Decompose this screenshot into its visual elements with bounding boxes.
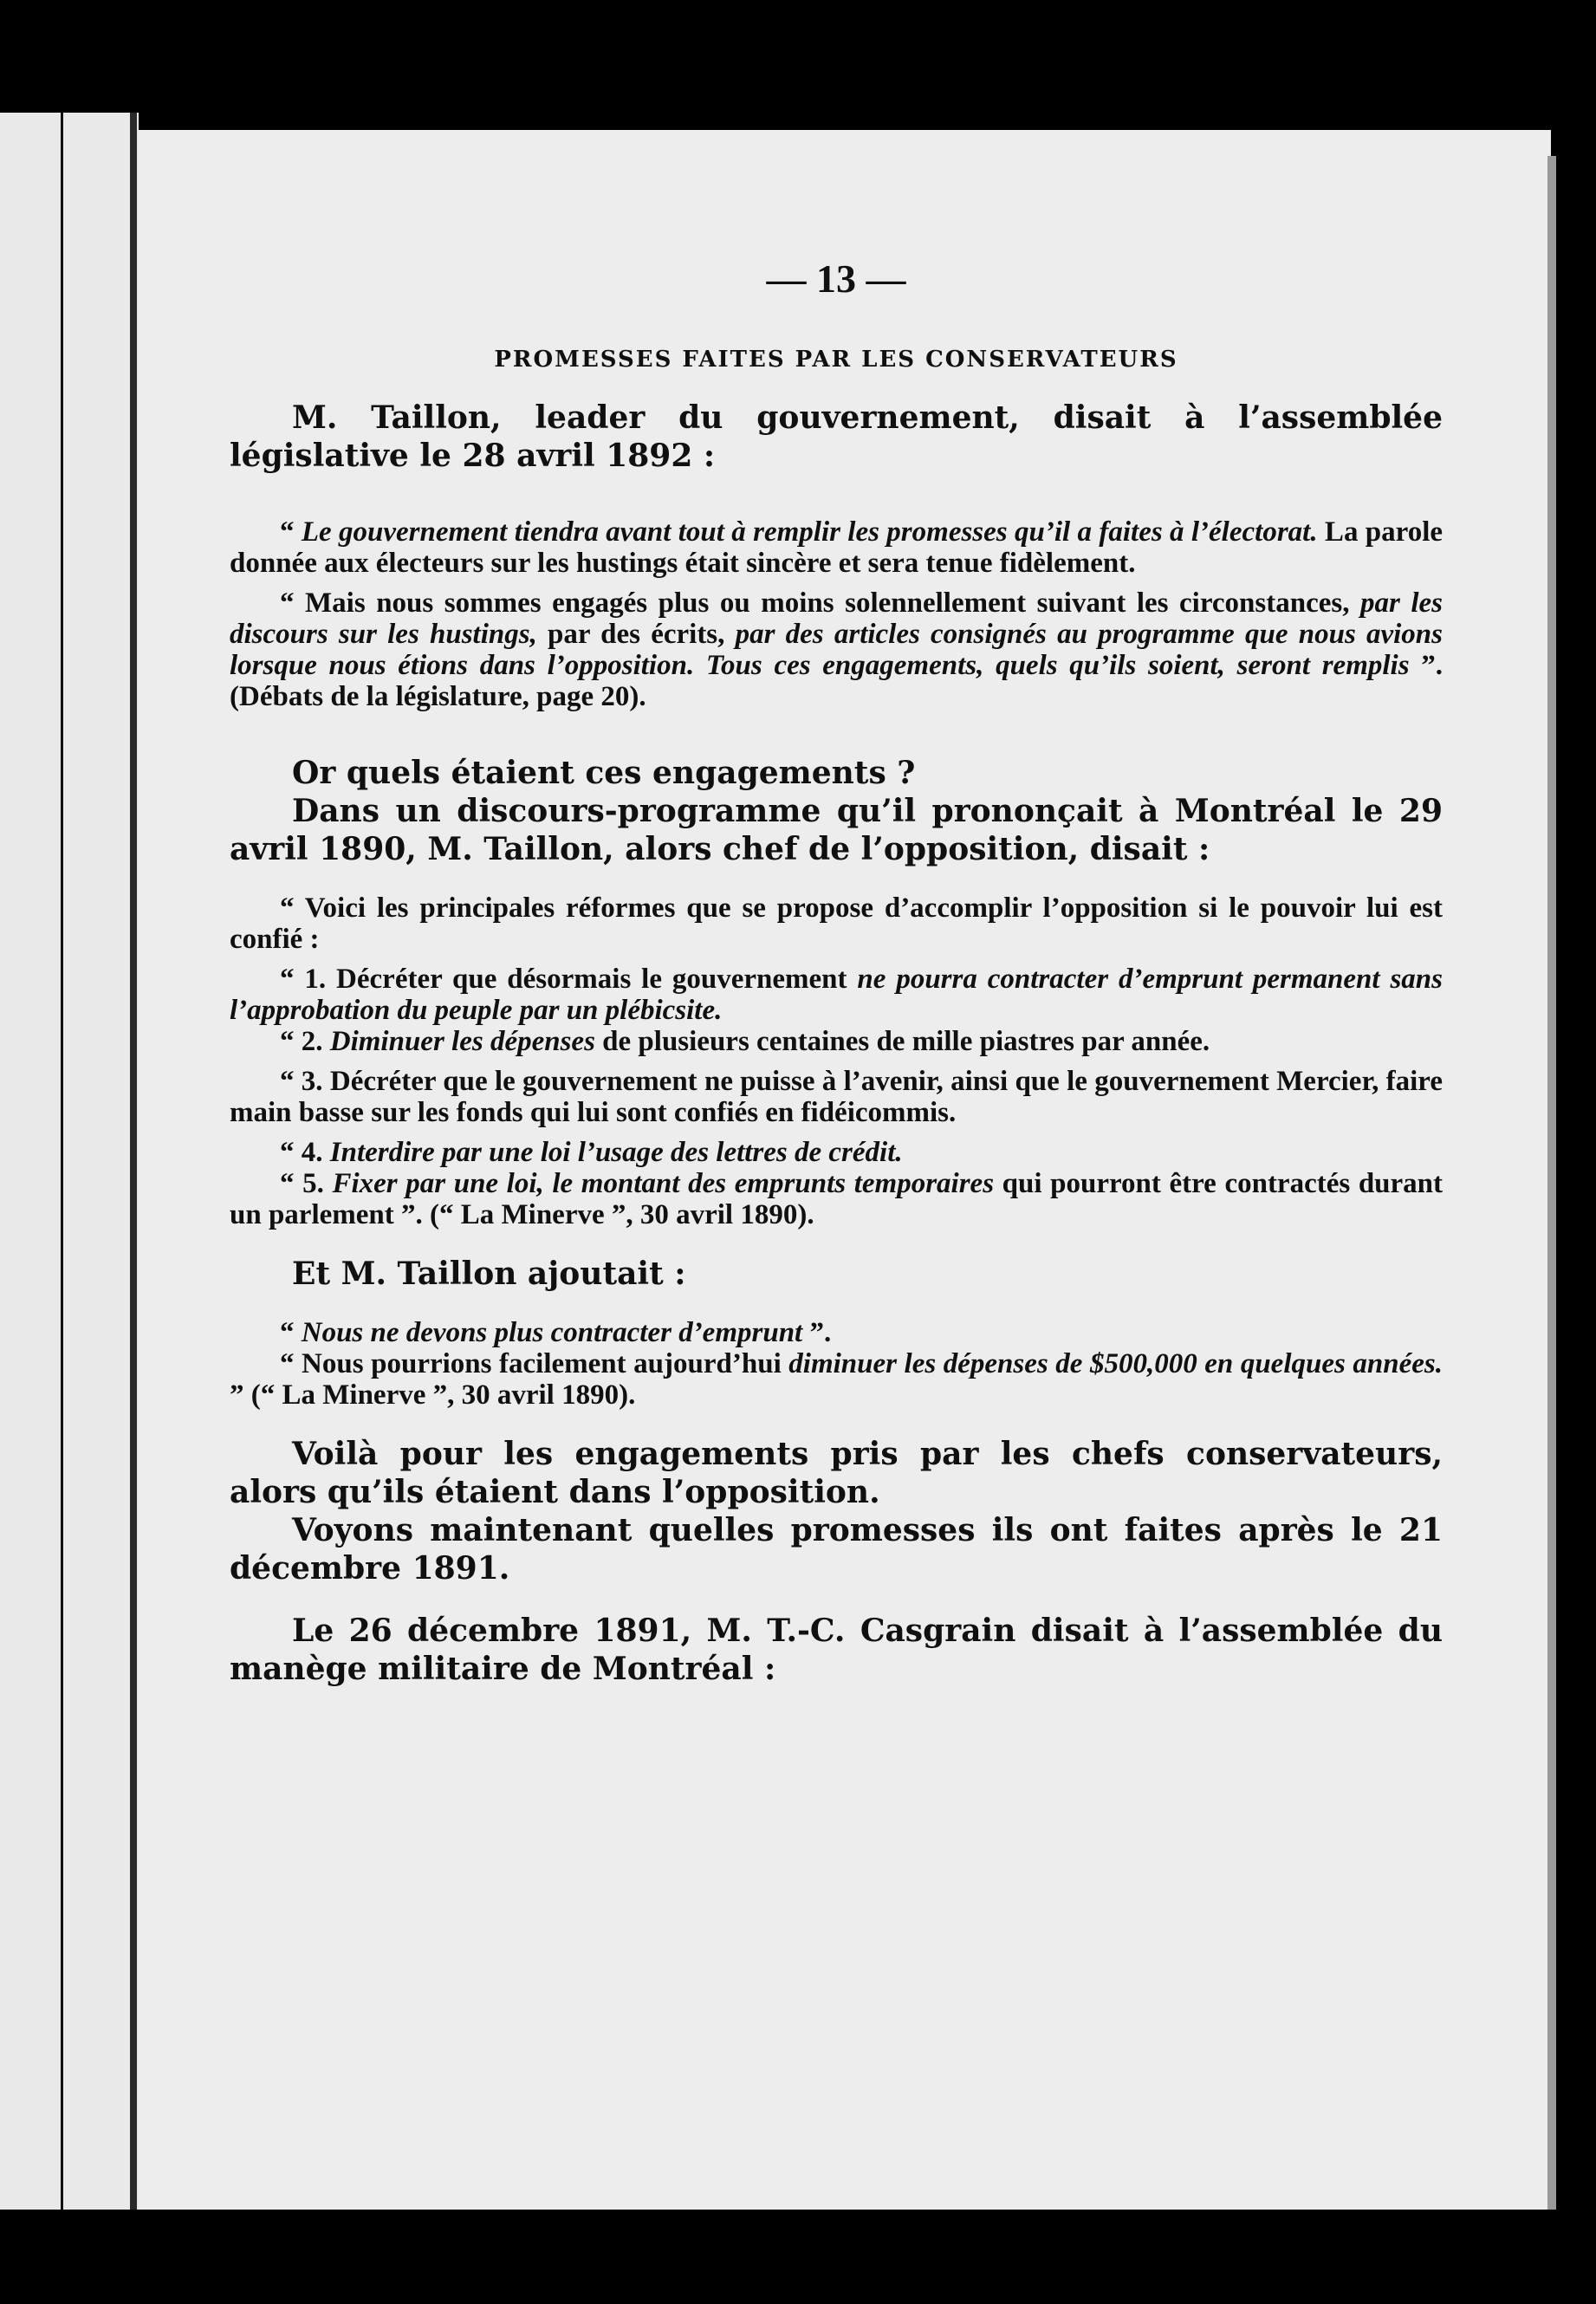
paragraph-discours: Dans un discours-programme qu’il prononçait à Montréal le 29 avril 1890, M. Taillon, alors chef de l’opposition, disait : xyxy=(230,793,1443,867)
quote-reformes: “ Voici les principales réformes que se propose d’accomplir l’opposition si le pouvoir lui est confié : xyxy=(230,892,1443,955)
paragraph-ajoutait: Et M. Taillon ajoutait : xyxy=(292,1256,686,1292)
quote-emprunt: “ Nous ne devons plus contracter d’emprunt ”. xyxy=(280,1317,832,1348)
paragraph-voila: Voilà pour les engagements pris par les chefs conservateurs, alors qu’ils étaient dans l’opposition. xyxy=(230,1436,1443,1510)
quote-reforme-4: “ 4. Interdire par une loi l’usage des lettres de crédit. xyxy=(280,1137,903,1168)
page-content xyxy=(230,256,1443,1688)
quote-reforme-1: “ 1. Décréter que désormais le gouvernement ne pourra contracter d’emprunt permanent sans l’approbation du peuple par un plébicsite. xyxy=(230,964,1443,1026)
quote-reforme-2: “ 2. Diminuer les dépenses de plusieurs centaines de mille piastres par année. xyxy=(280,1026,1210,1057)
left-page-rule xyxy=(61,113,63,2210)
quote-paragraph-1: “ Le gouvernement tiendra avant tout à remplir les promesses qu’il a faites à l’électorat. La parole donnée aux électeurs sur les hustings était sincère et sera tenue fidèlement. xyxy=(230,516,1444,579)
paragraph-voyons: Voyons maintenant quelles promesses ils ont faites après le 21 décembre 1891. xyxy=(230,1512,1443,1587)
document-page xyxy=(139,130,1551,2210)
left-page-strip xyxy=(0,113,139,2210)
page-right-edge xyxy=(1547,156,1556,2210)
quote-reforme-5: “ 5. Fixer par une loi, le montant des emprunts temporaires qui pourront être contractés durant un parlement ”. (“ La Minerve ”, 30 avril 1890). xyxy=(230,1168,1444,1230)
quote-reforme-3: “ 3. Décréter que le gouvernement ne puisse à l’avenir, ainsi que le gouvernement Mercier, faire main basse sur les fonds qui lui sont confiés en fidéicommis. xyxy=(230,1066,1443,1128)
left-page-edge xyxy=(130,113,137,2210)
paragraph-casgrain: Le 26 décembre 1891, M. T.-C. Casgrain disait à l’assemblée du manège militaire de Montréal : xyxy=(230,1613,1443,1687)
paragraph-intro: M. Taillon, leader du gouvernement, disait à l’assemblée législative le 28 avril 1892 : xyxy=(230,399,1443,474)
page-number: — 13 — xyxy=(766,256,906,301)
quote-paragraph-2: “ Mais nous sommes engagés plus ou moins solennellement suivant les circonstances, par les discours sur les hustings, par des écrits, par des articles consignés au programme que nous avions lorsque nous étions dans l’opposition. Tous ces engagements, quels qu’ils soient, seront remplis ”. (Débats de la législature, page 20). xyxy=(230,587,1444,712)
section-heading: PROMESSES FAITES PAR LES CONSERVATEURS xyxy=(494,347,1178,373)
paragraph-question: Or quels étaient ces engagements ? xyxy=(292,755,916,791)
quote-depenses: “ Nous pourrions facilement aujourd’hui diminuer les dépenses de $500,000 en quelques années. ” (“ La Minerve ”, 30 avril 1890). xyxy=(230,1348,1443,1411)
